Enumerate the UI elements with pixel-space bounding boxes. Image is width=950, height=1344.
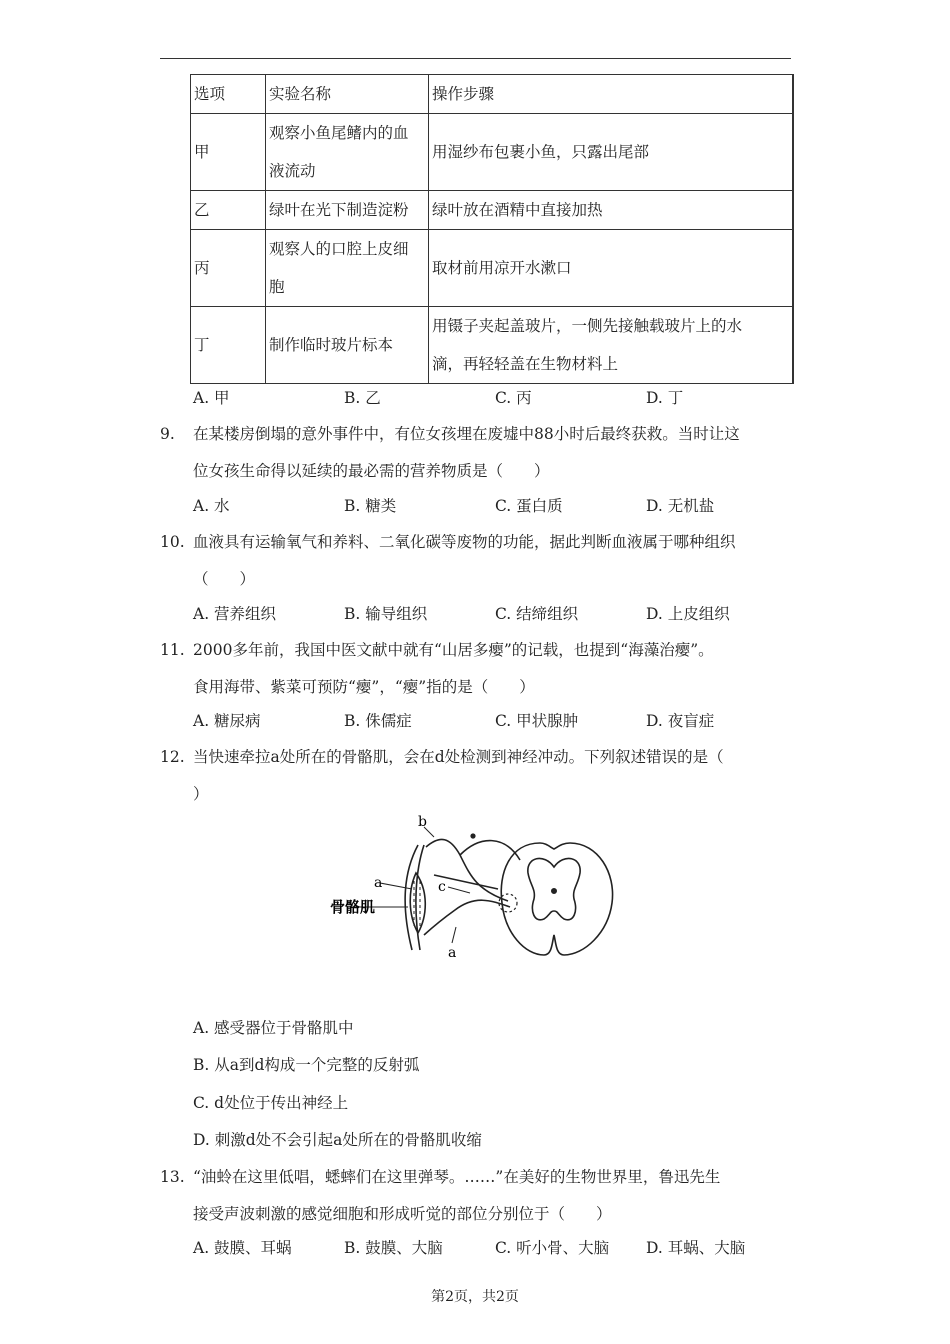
cell-line: 用镊子夹起盖玻片，一侧先接触载玻片上的水	[432, 317, 743, 335]
option-c[interactable]: C. 蛋白质	[495, 497, 563, 515]
question-number: 11.	[160, 641, 185, 659]
table-cell-option: 甲	[191, 114, 266, 191]
question-text: 在某楼房倒塌的意外事件中，有位女孩埋在废墟中88小时后最终获救。当时让这	[193, 425, 740, 443]
cell-line: 观察小鱼尾鳍内的血	[269, 124, 409, 142]
label-skeletal-muscle: 骨骼肌	[330, 898, 376, 916]
question-text: 位女孩生命得以延续的最必需的营养物质是（ ）	[193, 462, 550, 480]
question-text: 当快速牵拉a处所在的骨骼肌，会在d处检测到神经冲动。下列叙述错误的是（	[193, 748, 724, 766]
option-a[interactable]: A. 糖尿病	[193, 712, 261, 730]
cell-line: 液流动	[269, 162, 316, 180]
table-cell-option: 乙	[191, 191, 266, 230]
table-cell-name	[266, 230, 429, 307]
option-b[interactable]: B. 输导组织	[344, 605, 428, 623]
table-cell-name: 绿叶在光下制造淀粉	[266, 191, 429, 230]
table-row	[191, 307, 793, 384]
question-number: 12.	[160, 748, 185, 766]
table-cell-steps: 绿叶放在酒精中直接加热	[429, 191, 793, 230]
table-row	[191, 114, 793, 191]
point-d-marker	[470, 833, 475, 838]
question-text: 食用海带、紫菜可预防“瘿”，“瘿”指的是（ ）	[193, 678, 535, 696]
option-b[interactable]: B. 从a到d构成一个完整的反射弧	[193, 1056, 420, 1074]
q13-options	[193, 1236, 793, 1260]
table-cell-option: 丁	[191, 307, 266, 384]
q11-options	[193, 709, 793, 733]
option-c[interactable]: C. 听小骨、大脑	[495, 1239, 610, 1257]
table-cell-name	[266, 114, 429, 191]
q8-options	[193, 386, 793, 410]
option-c[interactable]: C. 丙	[495, 389, 532, 407]
question-number: 9.	[160, 425, 175, 443]
option-a[interactable]: A. 感受器位于骨骼肌中	[193, 1019, 354, 1037]
option-a[interactable]: A. 甲	[193, 389, 230, 407]
header-rule	[160, 58, 791, 59]
table-header-cell: 操作步骤	[429, 75, 793, 114]
question-text: “油蛉在这里低唱，蟋蟀们在这里弹琴。……”在美好的生物世界里，鲁迅先生	[193, 1168, 721, 1186]
option-c[interactable]: C. 甲状腺肿	[495, 712, 579, 730]
q9-options	[193, 494, 793, 518]
option-b[interactable]: B. 侏儒症	[344, 712, 412, 730]
reflex-arc-figure	[330, 815, 620, 965]
label-a-top: a	[374, 875, 383, 891]
option-a[interactable]: A. 鼓膜、耳蜗	[193, 1239, 292, 1257]
table-cell-steps: 取材前用凉开水漱口	[429, 230, 793, 307]
option-d[interactable]: D. 无机盐	[646, 497, 715, 515]
table-cell-option: 丙	[191, 230, 266, 307]
question-text: 接受声波刺激的感觉细胞和形成听觉的部位分别位于（ ）	[193, 1205, 612, 1223]
question-text: 血液具有运输氧气和养料、二氧化碳等废物的功能，据此判断血液属于哪种组织	[193, 533, 736, 551]
spinal-cord-outline	[501, 843, 612, 955]
table-cell-name: 制作临时玻片标本	[266, 307, 429, 384]
cell-line: 滴，再轻轻盖在生物材料上	[432, 355, 619, 373]
table-row	[191, 191, 793, 230]
label-c: c	[438, 879, 446, 895]
table-cell-steps: 用湿纱布包裹小鱼，只露出尾部	[429, 114, 793, 191]
experiment-table	[190, 74, 794, 384]
option-a[interactable]: A. 水	[193, 497, 230, 515]
option-b[interactable]: B. 糖类	[344, 497, 397, 515]
q10-options	[193, 602, 793, 626]
option-b[interactable]: B. 鼓膜、大脑	[344, 1239, 443, 1257]
question-text: 2000多年前，我国中医文献中就有“山居多瘿”的记载，也提到“海藻治瘿”。	[193, 641, 714, 659]
label-b: b	[418, 815, 427, 830]
table-cell-steps	[429, 307, 793, 384]
page-footer: 第2页，共2页	[431, 1289, 519, 1305]
question-text: （ ）	[193, 570, 256, 588]
table-row	[191, 230, 793, 307]
question-number: 10.	[160, 533, 185, 551]
option-d[interactable]: D. 夜盲症	[646, 712, 715, 730]
table-header-row	[191, 75, 793, 114]
option-c[interactable]: C. 结缔组织	[495, 605, 579, 623]
cell-line: 胞	[269, 278, 285, 296]
table-header-cell: 实验名称	[266, 75, 429, 114]
question-text: ）	[193, 785, 209, 803]
option-c[interactable]: C. d处位于传出神经上	[193, 1094, 349, 1112]
option-d[interactable]: D. 丁	[646, 389, 684, 407]
table-header-cell: 选项	[191, 75, 266, 114]
efferent-nerve	[424, 900, 510, 935]
question-number: 13.	[160, 1168, 185, 1186]
option-a[interactable]: A. 营养组织	[193, 605, 277, 623]
cell-line: 观察人的口腔上皮细	[269, 240, 409, 258]
option-b[interactable]: B. 乙	[344, 389, 381, 407]
label-a-bottom: a	[448, 945, 457, 961]
option-d[interactable]: D. 上皮组织	[646, 605, 730, 623]
option-d[interactable]: D. 刺激d处不会引起a处所在的骨骼肌收缩	[193, 1131, 482, 1149]
option-d[interactable]: D. 耳蜗、大脑	[646, 1239, 746, 1257]
